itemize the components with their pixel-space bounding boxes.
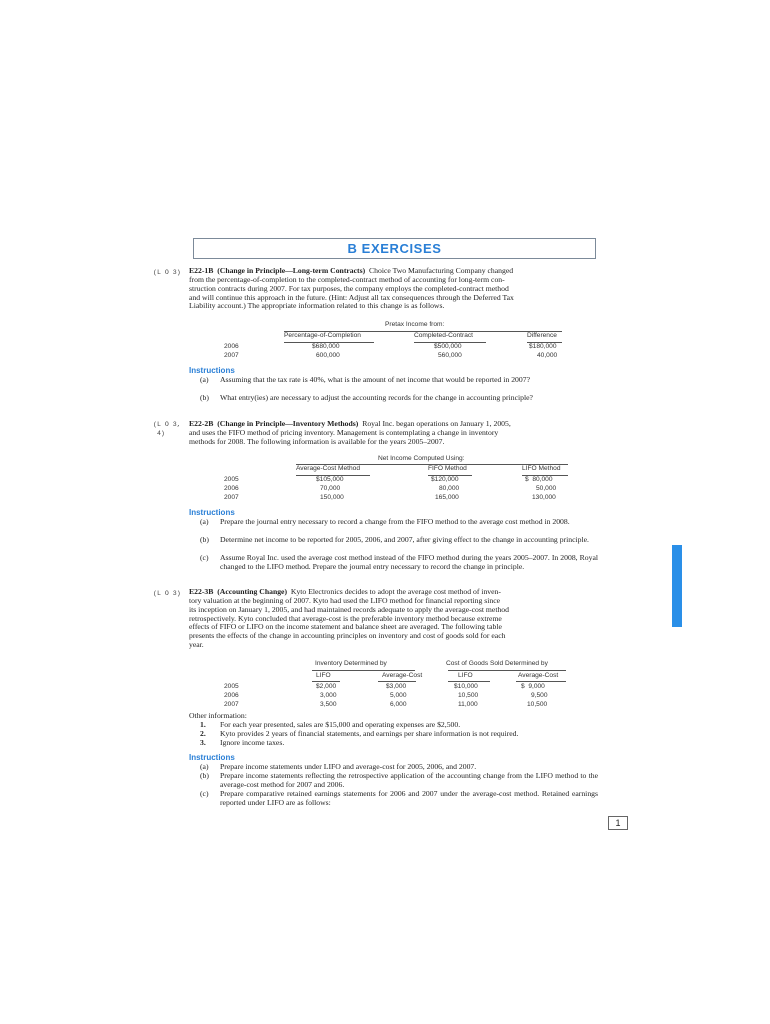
instruction-item: (a) Assuming that the tax rate is 40%, what is the amount of net income that would be reported in 2007? — [200, 375, 530, 384]
learning-objective-e1: (L O 3) — [153, 269, 181, 276]
exercise-code: E22-1B — [189, 266, 214, 275]
column-header: Average-Cost Method — [296, 465, 361, 472]
rule — [312, 681, 340, 682]
instructions-heading: Instructions — [189, 753, 235, 762]
table-cell: $3,000 — [386, 683, 407, 690]
table-cell: 150,000 — [320, 494, 344, 501]
table-cell: $ 9,000 — [521, 683, 545, 690]
exercise-title: (Change in Principle—Inventory Methods) — [217, 419, 359, 428]
instruction-item: (b) Determine net income to be reported for 2005, 2006, and 2007, after giving effect to the change in accounting principle. — [200, 535, 589, 544]
other-information-item: 2. Kyto provides 2 years of financial statements, and earnings per share information is not required. — [200, 729, 519, 738]
learning-objective-e2: (L O 3, 4) — [153, 421, 181, 437]
column-header: LIFO — [458, 672, 473, 679]
table-super-header: Pretax Income from: — [385, 321, 445, 328]
section-heading: B EXERCISES — [347, 241, 442, 256]
column-header: LIFO — [316, 672, 331, 679]
learning-objective-e3: (L O 3) — [153, 590, 181, 597]
table-cell: 80,000 — [439, 485, 460, 492]
exercise-code: E22-3B — [189, 587, 214, 596]
table-cell: 3,000 — [320, 692, 337, 699]
table-cell: 3,500 — [320, 701, 337, 708]
table-cell: 2005 — [224, 476, 239, 483]
table-cell: 10,500 — [458, 692, 479, 699]
column-header: LIFO Method — [522, 465, 561, 472]
table-cell: 2006 — [224, 692, 239, 699]
table-cell: 2006 — [224, 343, 239, 350]
page-number: 1 — [608, 816, 628, 830]
column-header: Average-Cost — [518, 672, 559, 679]
column-header: Average-Cost — [382, 672, 423, 679]
other-information-heading: Other information: — [189, 711, 247, 720]
table-cell: 165,000 — [435, 494, 459, 501]
column-header: FIFO Method — [428, 465, 467, 472]
column-header: Difference — [527, 332, 557, 339]
table-cell: 2007 — [224, 701, 239, 708]
instruction-item: (a) Prepare the journal entry necessary to record a change from the FIFO method to the average cost method in 2008. — [200, 517, 570, 526]
instructions-heading: Instructions — [189, 508, 235, 517]
margin-color-bar — [672, 545, 682, 627]
exercise-title: (Change in Principle—Long-term Contracts) — [217, 266, 366, 275]
instruction-item: (c) Prepare comparative retained earnings statements for 2006 and 2007 under the average-cost method. Retained earnings reported under LIFO are as follows: — [200, 789, 598, 807]
column-header: Completed-Contract — [414, 332, 474, 339]
table-cell: 2007 — [224, 494, 239, 501]
exercise-e22-2b: E22-2B (Change in Principle—Inventory Methods) Royal Inc. began operations on January 1, 2005, and uses the FIFO method of pricing inventory. Management is contemplating a change in inventory methods for 2008. The following information is available for the years 2005–2007. — [189, 419, 511, 446]
rule — [312, 670, 415, 671]
table-cell: 2006 — [224, 485, 239, 492]
table-cell: 560,000 — [438, 352, 462, 359]
exercise-code: E22-2B — [189, 419, 214, 428]
instruction-item: (a) Prepare income statements under LIFO and average-cost for 2005, 2006, and 2007. — [200, 762, 477, 771]
table-cell: $2,000 — [316, 683, 337, 690]
table-cell: $120,000 — [431, 476, 459, 483]
table-cell: 40,000 — [537, 352, 558, 359]
instruction-item: (c) Assume Royal Inc. used the average cost method instead of the FIFO method during the years 2005–2007. In 2008, Royal changed to the LIFO method. Prepare the journal entry necessary to record the change in principle. — [200, 553, 598, 571]
table-cell: 600,000 — [316, 352, 340, 359]
table-cell: $180,000 — [529, 343, 557, 350]
table-group-header: Inventory Determined by — [315, 660, 387, 667]
table-cell: 11,000 — [458, 701, 478, 708]
exercise-e22-1b: E22-1B (Change in Principle—Long-term Contracts) Choice Two Manufacturing Company changed from the percentage-of-completion to the completed-contract method of accounting for long-term con- struction contracts during 2007. For tax purposes, the company employs the completed-contract method and will continue this approach in the future. (Hint: Adjust all tax consequences through the Deferred Tax Liability account.) The appropriate information related to this change is as follows. — [189, 266, 514, 311]
other-information-item: 3. Ignore income taxes. — [200, 738, 285, 747]
table-cell: 10,500 — [527, 701, 548, 708]
table-cell: 2007 — [224, 352, 239, 359]
instruction-item: (b) Prepare income statements reflecting the retrospective application of the accounting change from the LIFO method to the average-cost method for 2007 and 2006. — [200, 771, 598, 789]
table-cell: 5,000 — [390, 692, 407, 699]
exercise-e22-3b: E22-3B (Accounting Change) Kyto Electronics decides to adopt the average cost method of inven- tory valuation at the beginning of 2007. Kyto had used the LIFO method for financial reporting since its inception on January 1, 2005, and had maintained records adequate to apply the average-cost method retrospectively. Kyto concluded that average-cost is the preferable inventory method because extreme effects of FIFO or LIFO on the income statement and balance sheet are averaged. The following table presents the effects of the change in accounting principles on inventory and cost of goods sold for each year. — [189, 587, 509, 650]
rule — [378, 681, 416, 682]
other-information-item: 1. For each year presented, sales are $15,000 and operating expenses are $2,500. — [200, 720, 461, 729]
instruction-item: (b) What entry(ies) are necessary to adjust the accounting records for the change in accounting principle? — [200, 393, 533, 402]
table-cell: $ 80,000 — [525, 476, 553, 483]
table-cell: 50,000 — [536, 485, 557, 492]
table-cell: 6,000 — [390, 701, 407, 708]
table-cell: $500,000 — [434, 343, 462, 350]
table-cell: $105,000 — [316, 476, 344, 483]
table-cell: $680,000 — [312, 343, 340, 350]
table-cell: 130,000 — [532, 494, 556, 501]
rule — [448, 681, 490, 682]
table-cell: 2005 — [224, 683, 239, 690]
rule — [516, 681, 566, 682]
table-cell: 9,500 — [531, 692, 548, 699]
column-header: Percentage-of-Completion — [284, 332, 361, 339]
exercise-title: (Accounting Change) — [217, 587, 288, 596]
rule — [448, 670, 566, 671]
table-cell: $10,000 — [454, 683, 478, 690]
instructions-heading: Instructions — [189, 366, 235, 375]
table-super-header: Net Income Computed Using: — [378, 455, 465, 462]
table-group-header: Cost of Goods Sold Determined by — [446, 660, 548, 667]
section-heading-box — [193, 238, 596, 259]
table-cell: 70,000 — [320, 485, 341, 492]
